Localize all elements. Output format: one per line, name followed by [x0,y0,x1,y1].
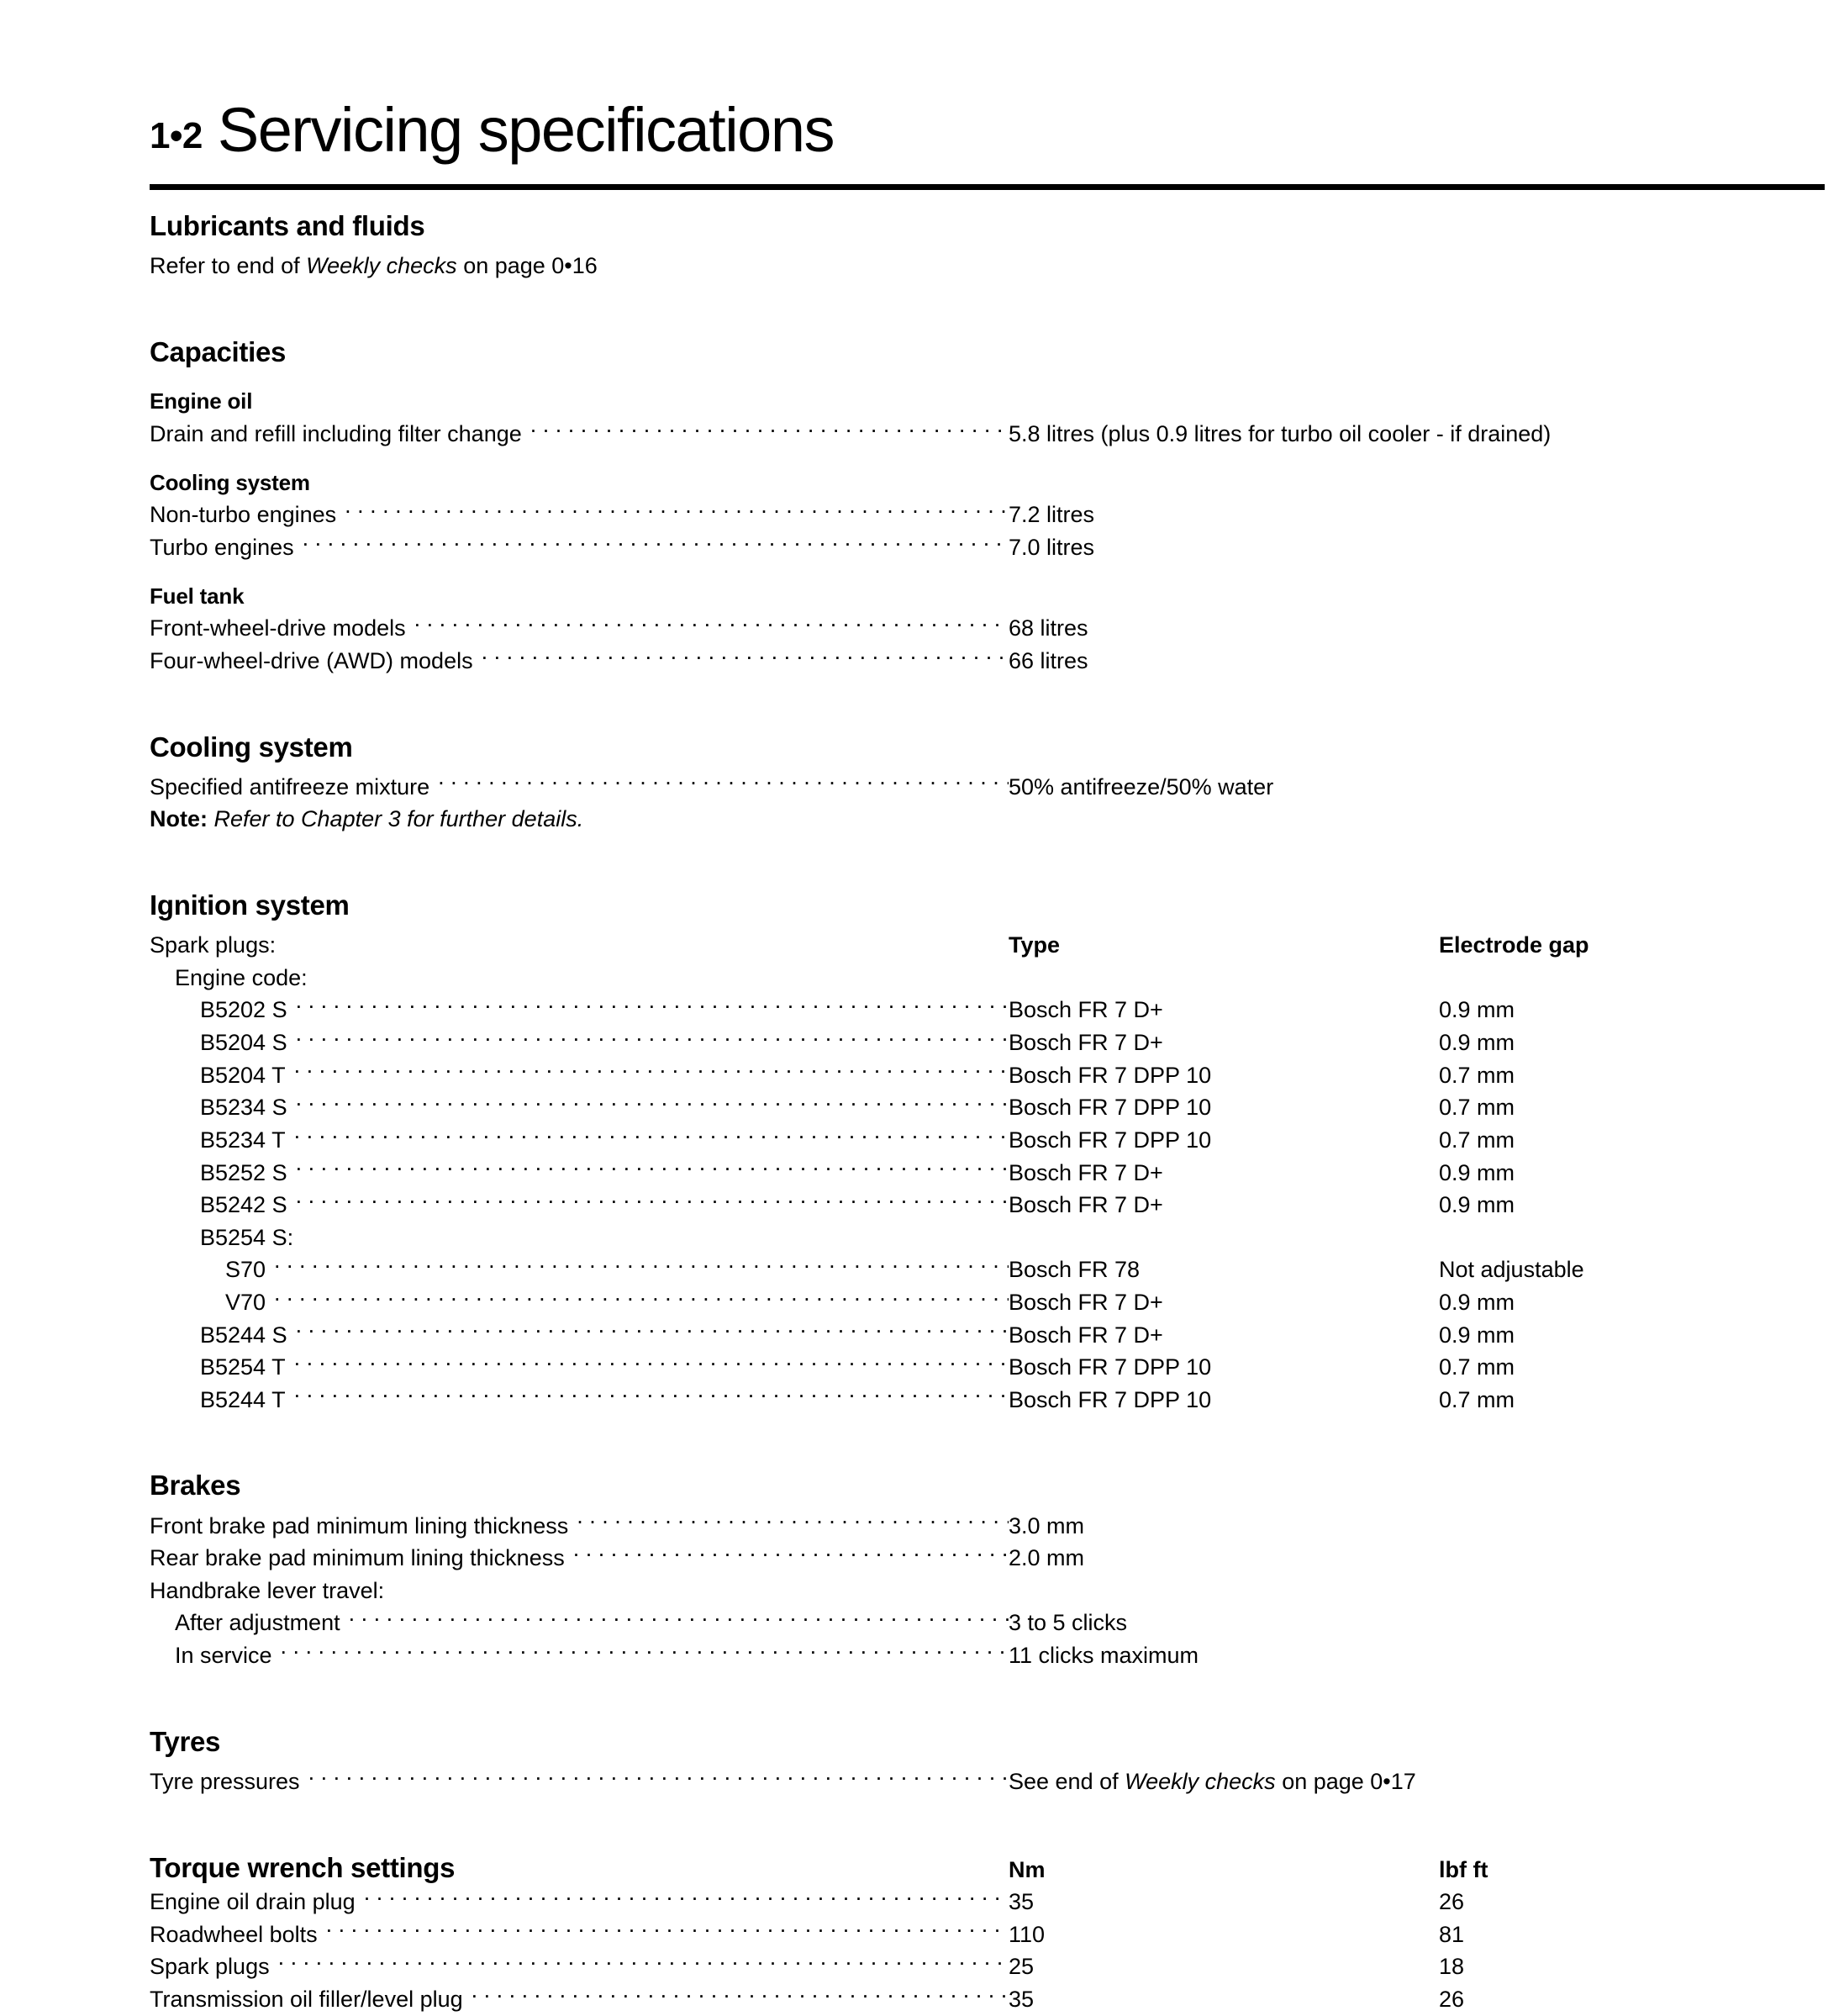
spec-label: After adjustment [175,1610,340,1636]
engine-code: B5204 T [200,1062,286,1088]
spec-label: Turbo engines [150,534,294,560]
lubricants-note [150,250,1825,282]
leader-dots [278,1951,1009,1974]
leader-dots [573,1543,1009,1565]
torque-label: Transmission oil filler/level plug [150,1987,463,2012]
spec-row [150,1542,1825,1575]
table-row [150,1026,1825,1059]
engine-code: B5234 S [200,1095,287,1121]
leader-dots [296,1190,1009,1212]
table-row [150,1351,1825,1384]
table-row [150,1157,1825,1190]
leader-dots [577,1511,1009,1533]
electrode-gap: 0.7 mm [1439,1127,1515,1153]
ignition-table-header [150,929,1825,962]
engine-code: B5252 S [200,1159,287,1185]
engine-code: B5244 T [200,1386,286,1412]
column-header-lbfft: lbf ft [1439,1856,1488,1882]
leader-dots [274,1254,1009,1277]
spec-row [150,1639,1825,1672]
engine-code: B5244 S [200,1322,287,1348]
plug-type: Bosch FR 7 DPP 10 [1009,1354,1212,1380]
leader-dots [530,419,1009,441]
column-header-electrode-gap: Electrode gap [1439,932,1589,958]
leader-dots [349,1607,1009,1630]
torque-nm: 35 [1009,1987,1035,2012]
lubricants-note-suffix: on page 0•16 [456,253,598,279]
electrode-gap: 0.7 mm [1439,1354,1515,1380]
engine-code: B5254 T [200,1354,286,1380]
spec-value: 66 litres [1009,647,1088,673]
spec-row [150,645,1825,678]
torque-table-header [150,1850,1825,1887]
spec-label: Non-turbo engines [150,502,337,528]
page-header [150,95,834,165]
spec-row [150,531,1825,564]
subheading-cooling-system-capacity: Cooling system [150,469,310,495]
table-row [150,1286,1825,1319]
section-capacities [150,335,1825,678]
spec-label: Front brake pad minimum lining thickness [150,1512,569,1538]
engine-code: S70 [225,1257,266,1283]
section-cooling-system [150,730,1825,836]
spec-label: In service [175,1643,272,1669]
electrode-gap: 0.7 mm [1439,1095,1515,1121]
table-row [150,1983,1825,2016]
torque-label: Spark plugs [150,1954,270,1980]
electrode-gap: 0.9 mm [1439,1030,1515,1056]
torque-label: Roadwheel bolts [150,1921,318,1947]
spec-label: Four-wheel-drive (AWD) models [150,647,473,673]
table-row [150,1918,1825,1951]
column-header-nm: Nm [1009,1856,1046,1882]
leader-dots [294,1060,1009,1083]
table-row [150,1059,1825,1092]
spec-label: Rear brake pad minimum lining thickness [150,1545,565,1571]
torque-label: Engine oil drain plug [150,1889,356,1915]
cooling-system-note [150,803,1825,836]
spec-value: 7.2 litres [1009,502,1095,528]
spec-value: 2.0 mm [1009,1545,1085,1571]
section-heading-torque: Torque wrench settings [150,1851,456,1883]
leader-dots [296,995,1009,1017]
electrode-gap: 0.7 mm [1439,1062,1515,1088]
leader-dots [472,1984,1009,2007]
torque-nm: 25 [1009,1954,1035,1980]
tyres-value-prefix: See end of [1009,1768,1125,1794]
leader-dots [296,1092,1009,1115]
leader-dots [296,1027,1009,1050]
plug-type: Bosch FR 7 D+ [1009,1030,1163,1056]
leader-dots [364,1887,1009,1909]
spec-label: Front-wheel-drive models [150,615,406,641]
handbrake-lever-travel-label: Handbrake lever travel: [150,1577,385,1603]
leader-dots [482,646,1009,668]
section-heading-tyres: Tyres [150,1725,221,1757]
spec-value: 3.0 mm [1009,1512,1085,1538]
table-row [150,1384,1825,1417]
tyres-value-italic: Weekly checks [1125,1768,1276,1794]
leader-dots [281,1640,1009,1663]
electrode-gap: Not adjustable [1439,1257,1584,1283]
table-row [150,1319,1825,1352]
section-heading-lubricants: Lubricants and fluids [150,210,425,241]
table-row [150,1124,1825,1157]
leader-dots [294,1125,1009,1148]
spec-row [150,499,1825,531]
engine-code-group: B5254 S: [200,1224,294,1250]
spec-value: 50% antifreeze/50% water [1009,773,1274,800]
section-brakes [150,1468,1825,1671]
spec-row [150,1510,1825,1543]
spec-value: 68 litres [1009,615,1088,641]
plug-type: Bosch FR 7 D+ [1009,1192,1163,1218]
section-heading-capacities: Capacities [150,335,287,367]
subheading-fuel-tank: Fuel tank [150,583,245,609]
plug-type: Bosch FR 7 D+ [1009,1322,1163,1348]
leader-dots [326,1919,1009,1942]
spec-row [150,1765,1825,1798]
spec-label: Tyre pressures [150,1768,300,1794]
electrode-gap: 0.9 mm [1439,1192,1515,1218]
document-content [150,208,1825,2016]
electrode-gap: 0.9 mm [1439,1322,1515,1348]
column-header-type: Type [1009,932,1061,958]
plug-type: Bosch FR 78 [1009,1257,1141,1283]
spec-value: 11 clicks maximum [1009,1643,1199,1669]
table-row [150,994,1825,1026]
plug-type: Bosch FR 7 D+ [1009,1289,1163,1315]
spec-value: 3 to 5 clicks [1009,1610,1128,1636]
spec-value [1009,1765,1416,1798]
header-divider [150,184,1825,190]
spec-label: Specified antifreeze mixture [150,773,430,800]
spec-row [150,612,1825,645]
tyres-value-suffix: on page 0•17 [1275,1768,1416,1794]
leader-dots [308,1766,1009,1789]
leader-dots [438,772,1009,794]
leader-dots [294,1385,1009,1407]
engine-code: B5242 S [200,1192,287,1218]
plug-type: Bosch FR 7 DPP 10 [1009,1062,1212,1088]
subheading-engine-oil: Engine oil [150,388,253,414]
table-row [150,1886,1825,1918]
table-row [150,1253,1825,1286]
torque-lbfft: 26 [1439,1889,1465,1915]
electrode-gap: 0.7 mm [1439,1386,1515,1412]
torque-lbfft: 26 [1439,1987,1465,2012]
engine-code: B5202 S [200,997,287,1023]
engine-code: V70 [225,1289,266,1315]
engine-code: B5204 S [200,1030,287,1056]
spec-value: 7.0 litres [1009,534,1095,560]
leader-dots [294,1352,1009,1375]
spark-plugs-label: Spark plugs: [150,932,277,958]
plug-type: Bosch FR 7 D+ [1009,1159,1163,1185]
torque-nm: 35 [1009,1889,1035,1915]
spec-row [150,418,1825,451]
plug-type: Bosch FR 7 DPP 10 [1009,1095,1212,1121]
note-text: Refer to Chapter 3 for further details. [208,806,584,832]
spec-value: 5.8 litres (plus 0.9 litres for turbo oil cooler - if drained) [1009,420,1552,446]
plug-type: Bosch FR 7 DPP 10 [1009,1386,1212,1412]
plug-type: Bosch FR 7 DPP 10 [1009,1127,1212,1153]
section-heading-cooling-system: Cooling system [150,731,353,763]
plug-type: Bosch FR 7 D+ [1009,997,1163,1023]
torque-lbfft: 18 [1439,1954,1465,1980]
spec-row [150,1607,1825,1639]
leader-dots [345,499,1009,522]
table-row [150,1091,1825,1124]
section-heading-brakes: Brakes [150,1470,241,1501]
electrode-gap: 0.9 mm [1439,997,1515,1023]
section-lubricants-and-fluids [150,208,1825,282]
table-row [150,1950,1825,1983]
table-row [150,1189,1825,1222]
section-ignition-system [150,888,1825,1416]
page-title: Servicing specifications [217,95,834,165]
engine-code-label: Engine code: [175,964,308,990]
leader-dots [303,532,1009,555]
spec-label: Drain and refill including filter change [150,420,522,446]
leader-dots [296,1158,1009,1180]
lubricants-note-prefix: Refer to end of [150,253,307,279]
section-torque-wrench-settings [150,1850,1825,2016]
note-label: Note: [150,806,208,832]
section-heading-ignition-system: Ignition system [150,889,350,921]
leader-dots [274,1287,1009,1310]
section-tyres [150,1724,1825,1798]
leader-dots [414,613,1009,636]
spec-row [150,771,1825,804]
electrode-gap: 0.9 mm [1439,1159,1515,1185]
lubricants-note-italic: Weekly checks [306,253,457,279]
leader-dots [296,1320,1009,1343]
electrode-gap: 0.9 mm [1439,1289,1515,1315]
page-number: 1•2 [150,115,203,156]
torque-nm: 110 [1009,1921,1046,1947]
torque-lbfft: 81 [1439,1921,1465,1947]
engine-code: B5234 T [200,1127,286,1153]
